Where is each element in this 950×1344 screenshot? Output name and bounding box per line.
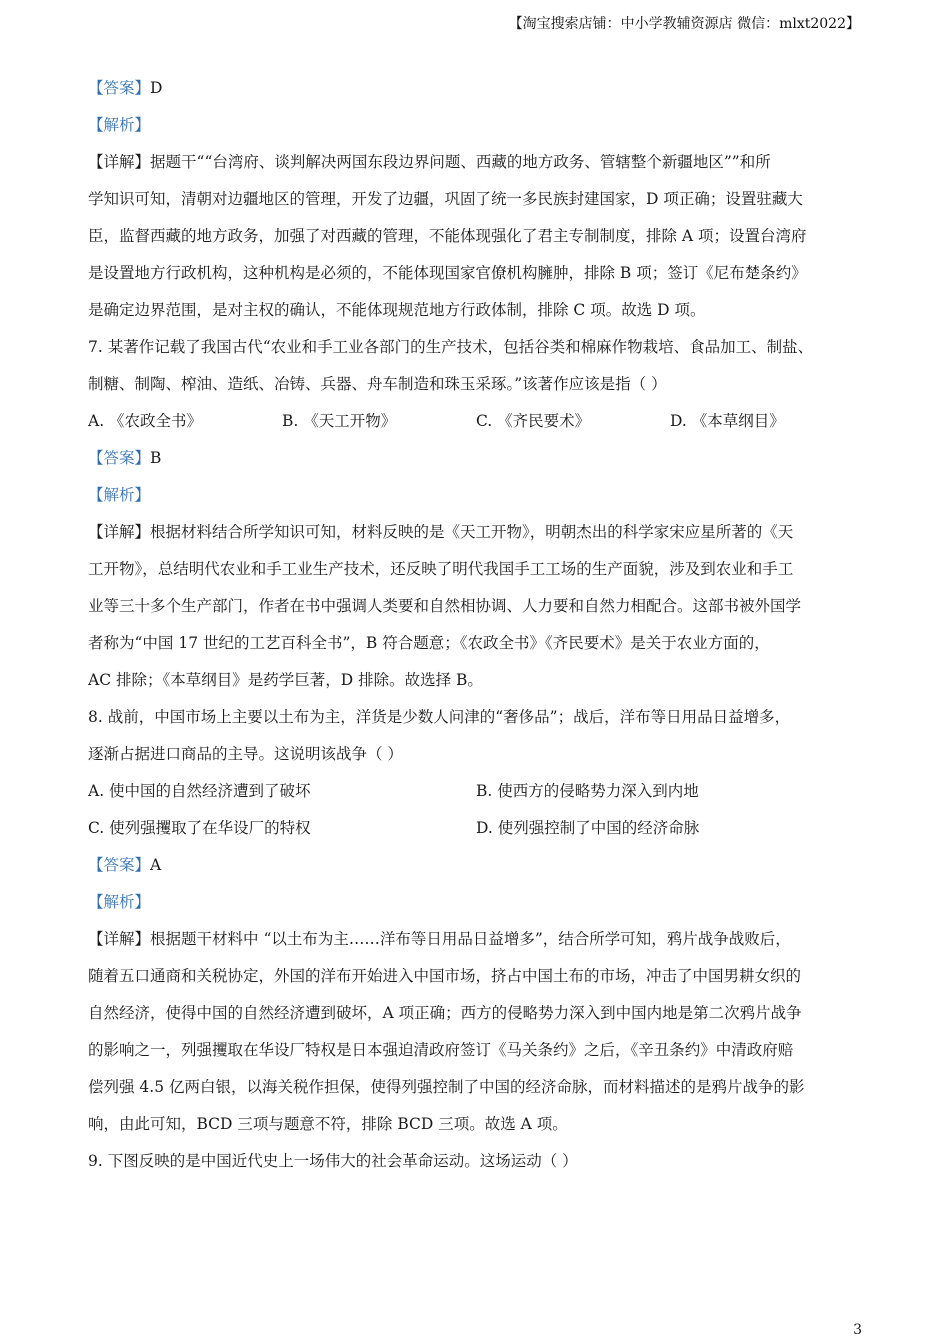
detail-text: 的影响之一，列强攫取在华设厂特权是日本强迫清政府签订《马关条约》之后，《辛丑条约》中清政府赔 — [88, 1041, 794, 1059]
answer-value: D — [150, 79, 163, 97]
analysis-line — [88, 477, 878, 514]
question-text: 8. 战前，中国市场上主要以土布为主，洋货是少数人问津的“奢侈品”；战后，洋布等日用品日益增多， — [88, 708, 791, 726]
detail-line — [88, 995, 878, 1032]
detail-text: 响，由此可知，BCD 三项与题意不符，排除 BCD 三项。故选 A 项。 — [88, 1115, 568, 1133]
options-row — [88, 773, 878, 810]
detail-line — [88, 1032, 878, 1069]
document-body — [88, 70, 878, 1180]
detail-line — [88, 144, 878, 181]
question-line — [88, 329, 878, 366]
answer-tag: 【答案】 — [88, 856, 151, 874]
header-note: 【淘宝搜索店铺：中小学教辅资源店 微信：mlxt2022】 — [508, 16, 860, 32]
detail-tag: 【详解】 — [88, 930, 151, 948]
question-text: 7. 某著作记载了我国古代“农业和手工业各部门的生产技术，包括谷类和棉麻作物栽培、食品加工、制盐、 — [88, 338, 814, 356]
detail-text: AC 排除；《本草纲目》是药学巨著，D 排除。故选择 B。 — [88, 671, 483, 689]
detail-tag: 【详解】 — [88, 153, 151, 171]
detail-line — [88, 218, 878, 255]
answer-line — [88, 440, 878, 477]
detail-text: 自然经济，使得中国的自然经济遭到破坏，A 项正确；西方的侵略势力深入到中国内地是第二次鸦片战争 — [88, 1004, 802, 1022]
detail-line — [88, 1069, 878, 1106]
detail-text: 根据材料结合所学知识可知，材料反映的是《天工开物》，明朝杰出的科学家宋应星所著的《天 — [150, 523, 794, 541]
detail-line — [88, 551, 878, 588]
answer-value: A — [150, 856, 162, 874]
analysis-tag: 【解析】 — [88, 486, 151, 504]
detail-line — [88, 514, 878, 551]
detail-text: 者称为“中国 17 世纪的工艺百科全书”，B 符合题意；《农政全书》《齐民要术》是关于农业方面的， — [88, 634, 770, 652]
detail-line — [88, 625, 878, 662]
answer-value: B — [150, 449, 162, 467]
detail-line — [88, 662, 878, 699]
page-number: 3 — [853, 1322, 862, 1338]
question-line — [88, 736, 878, 773]
question-text: 9. 下图反映的是中国近代史上一场伟大的社会革命运动。这场运动（ ） — [88, 1152, 578, 1170]
detail-line — [88, 181, 878, 218]
option-item: B. 《天工开物》 — [282, 412, 397, 430]
answer-line — [88, 70, 878, 107]
option-item: C. 《齐民要术》 — [476, 412, 591, 430]
detail-line — [88, 958, 878, 995]
detail-text: 据题干““台湾府、谈判解决两国东段边界问题、西藏的地方政务、管辖整个新疆地区””和所 — [150, 153, 771, 171]
detail-line — [88, 588, 878, 625]
options-row — [88, 403, 878, 440]
detail-tag: 【详解】 — [88, 523, 151, 541]
detail-text: 业等三十多个生产部门，作者在书中强调人类要和自然相协调、人力要和自然力相配合。这部书被外国学 — [88, 597, 802, 615]
detail-line — [88, 292, 878, 329]
question-line — [88, 366, 878, 403]
answer-tag: 【答案】 — [88, 79, 151, 97]
answer-line — [88, 847, 878, 884]
detail-line — [88, 921, 878, 958]
option-item: C. 使列强攫取了在华设厂的特权 — [88, 819, 311, 837]
detail-text: 学知识可知，清朝对边疆地区的管理，开发了边疆，巩固了统一多民族封建国家，D 项正确；设置驻藏大 — [88, 190, 803, 208]
detail-text: 是设置地方行政机构，这种机构是必须的，不能体现国家官僚机构臃肿，排除 B 项；签订《尼布楚条约》 — [88, 264, 807, 282]
question-text: 逐渐占据进口商品的主导。这说明该战争（ ） — [88, 745, 403, 763]
answer-tag: 【答案】 — [88, 449, 151, 467]
detail-line — [88, 1106, 878, 1143]
analysis-tag: 【解析】 — [88, 893, 151, 911]
option-item: B. 使西方的侵略势力深入到内地 — [476, 782, 699, 800]
detail-text: 偿列强 4.5 亿两白银，以海关税作担保，使得列强控制了中国的经济命脉，而材料描述的是鸦片战争的影 — [88, 1078, 805, 1096]
detail-text: 工开物》，总结明代农业和手工业生产技术，还反映了明代我国手工工场的生产面貌，涉及到农业和手工 — [88, 560, 794, 578]
detail-text: 是确定边界范围，是对主权的确认，不能体现规范地方行政体制，排除 C 项。故选 D 项。 — [88, 301, 706, 319]
detail-text: 随着五口通商和关税协定，外国的洋布开始进入中国市场，挤占中国土布的市场，冲击了中国男耕女织的 — [88, 967, 802, 985]
detail-text: 根据题干材料中 “以土布为主……洋布等日用品日益增多”，结合所学可知，鸦片战争战败后， — [150, 930, 791, 948]
option-item: D. 《本草纲目》 — [670, 412, 785, 430]
options-row — [88, 810, 878, 847]
option-item: A. 使中国的自然经济遭到了破坏 — [88, 782, 311, 800]
question-line — [88, 699, 878, 736]
detail-line — [88, 255, 878, 292]
option-item: A. 《农政全书》 — [88, 412, 203, 430]
analysis-line — [88, 107, 878, 144]
analysis-tag: 【解析】 — [88, 116, 151, 134]
detail-text: 臣，监督西藏的地方政务，加强了对西藏的管理，不能体现强化了君主专制制度，排除 A 项；设置台湾府 — [88, 227, 807, 245]
question-line — [88, 1143, 878, 1180]
option-item: D. 使列强控制了中国的经济命脉 — [476, 819, 700, 837]
question-text: 制糖、制陶、榨油、造纸、冶铸、兵器、舟车制造和珠玉采琢。”该著作应该是指（ ） — [88, 375, 667, 393]
analysis-line — [88, 884, 878, 921]
